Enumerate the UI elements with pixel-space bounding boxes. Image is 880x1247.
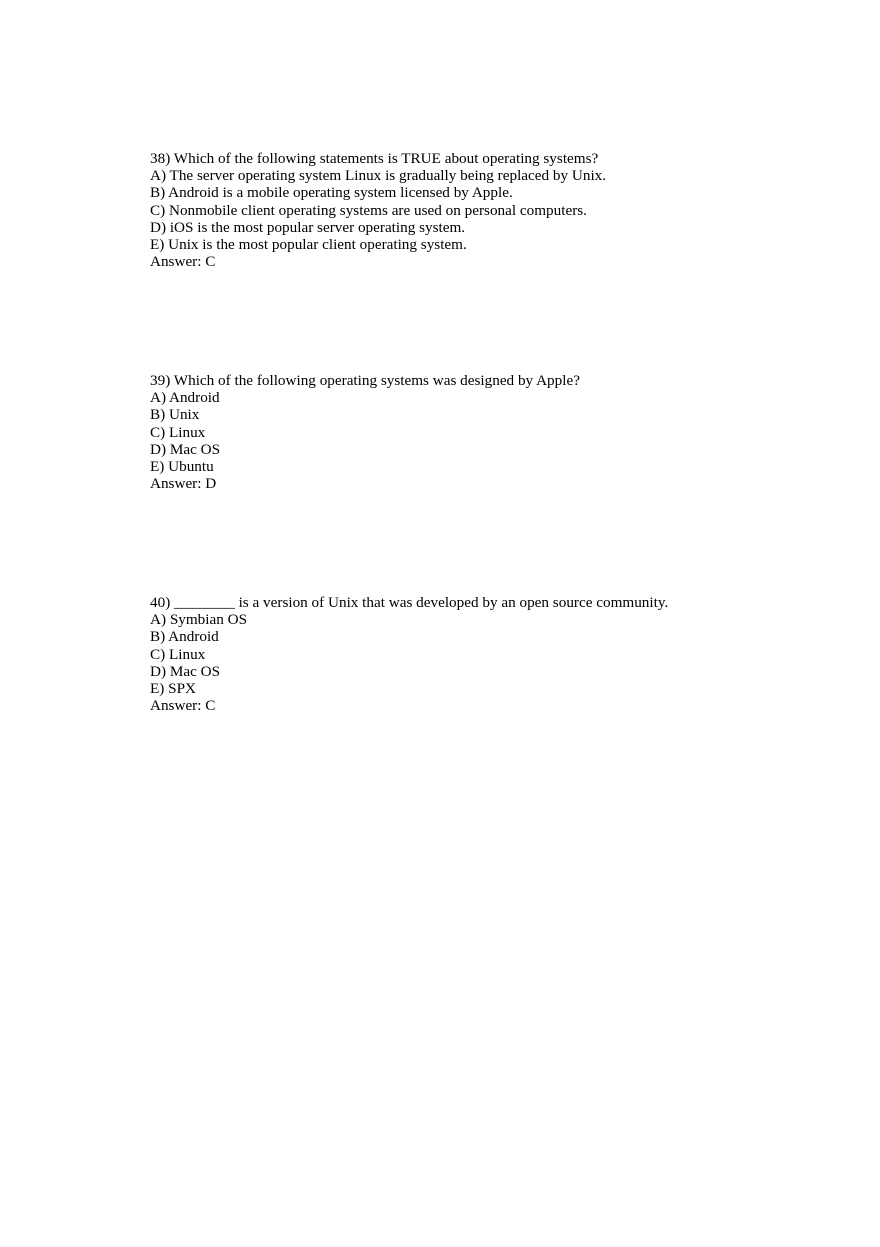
answer-option-a: A) Android [150, 389, 220, 407]
answer-option-e: E) Ubuntu [150, 458, 214, 476]
answer-option-d: D) Mac OS [150, 662, 221, 680]
question-39 [150, 372, 850, 492]
answer-option-d: D) Mac OS [150, 440, 221, 458]
question-38 [150, 150, 850, 270]
answer-option-e: E) Unix is the most popular client operating system. [150, 236, 467, 254]
question-40 [150, 594, 850, 714]
answer-key: Answer: D [150, 475, 217, 493]
answer-option-b: B) Unix [150, 406, 200, 424]
question-stem: 38) Which of the following statements is TRUE about operating systems? [150, 150, 599, 167]
answer-option-c: C) Linux [150, 645, 206, 663]
answer-option-a: A) Symbian OS [150, 611, 248, 629]
answer-option-e: E) SPX [150, 680, 196, 698]
answer-option-a: A) The server operating system Linux is gradually being replaced by Unix. [150, 167, 607, 185]
answer-option-c: C) Nonmobile client operating systems are used on personal computers. [150, 201, 587, 219]
question-stem: 40) ________ is a version of Unix that was developed by an open source community. [150, 594, 669, 611]
answer-key: Answer: C [150, 253, 216, 271]
answer-option-b: B) Android [150, 628, 219, 646]
answer-key: Answer: C [150, 697, 216, 715]
question-stem: 39) Which of the following operating systems was designed by Apple? [150, 372, 580, 389]
answer-option-c: C) Linux [150, 423, 206, 441]
answer-option-d: D) iOS is the most popular server operating system. [150, 218, 466, 236]
answer-option-b: B) Android is a mobile operating system licensed by Apple. [150, 184, 513, 202]
